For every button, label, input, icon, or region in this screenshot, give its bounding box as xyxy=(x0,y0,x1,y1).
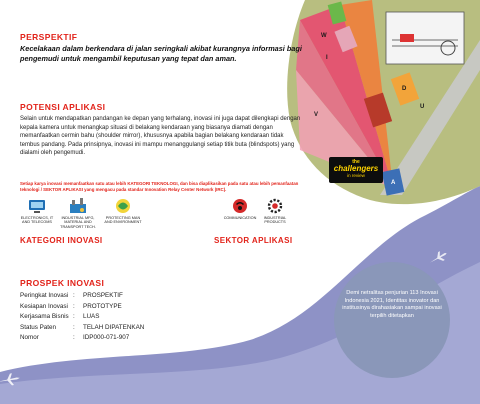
potensi-text: Selain untuk mendapatkan pandangan ke depan yang terhalang, inovasi ini juga dapat dilengkapi dengan kepala kamera untuk menangkap situasi di belakang kendaraan yang biasanya diamati dengan memanfaatkan cermin bahu (shoulder mirror), khususnya apabila bagian belakang kendaraan tidak tembus pandang. Pada prinsipnya, inovasi ini mampu menanggulangi setiap titik buta (blindspots) yang dialami oleh pengemudi. xyxy=(20,116,301,157)
kategori-item-environment xyxy=(102,197,144,225)
prospek-key: Kerjasama Bisnis xyxy=(20,313,69,320)
kategori-label-environment: PROTECTING MAN AND ENVIRONMENT xyxy=(104,216,142,225)
sektor-item-industrial-products xyxy=(258,197,292,225)
prospek-key: Nomor xyxy=(20,334,39,341)
zone-label-d: D xyxy=(402,86,407,92)
prospek-value: IDP000-071-907 xyxy=(83,334,130,341)
sektor-heading: SEKTOR APLIKASI xyxy=(214,236,293,245)
prospek-value: PROTOTYPE xyxy=(83,302,122,310)
sektor-label-industrial-products: INDUSTRIAL PRODUCTS xyxy=(263,216,287,225)
zone-label-u: U xyxy=(420,104,425,110)
potensi-heading: POTENSI APLIKASI xyxy=(20,102,106,112)
prospek-row: Nomor : IDP000-071-907 xyxy=(20,333,144,344)
challengers-logo xyxy=(329,157,383,183)
prospek-value: PROSPEKTIF xyxy=(83,292,123,299)
prospek-row: Peringkat Inovasi : PROSPEKTIF xyxy=(20,291,144,302)
perspektif-heading: PERSPEKTIF xyxy=(20,32,78,42)
zone-label-v: V xyxy=(314,112,319,118)
blindspot-diagram xyxy=(287,0,480,204)
zone-label-i: I xyxy=(326,55,328,61)
perspektif-text: Kecelakaan dalam berkendara di jalan seringkali akibat kurangnya informasi bagi pengemudi untuk mengambil keputusan yang tepat dan aman. xyxy=(20,44,302,63)
inset-car xyxy=(400,34,414,42)
prospek-row: Kesiapan Inovasi : PROTOTYPE xyxy=(20,302,144,313)
prospek-row: Kerjasama Bisnis : LUAS xyxy=(20,312,144,323)
prospek-value: LUAS xyxy=(83,313,100,320)
electronics-icon xyxy=(27,197,47,215)
kategori-item-industrial xyxy=(58,197,98,229)
irc-note: Setiap karya inovasi memanfaatkan satu atau lebih KATEGORI TEKNOLOGI, dan bisa diaplikasikan pada satu atau lebih pemanfaatan teknologi / SEKTOR APLIKASI yang mengacu pada standar Innovation Relay Center Network (IRC). xyxy=(20,181,299,192)
airplane-icon-large xyxy=(233,281,283,320)
prospek-row: Status Paten : TELAH DIPATENKAN xyxy=(20,323,144,334)
kategori-item-electronics xyxy=(20,197,54,225)
zone-label-a: A xyxy=(391,180,396,186)
sektor-item-communication xyxy=(222,197,258,220)
industrial-products-icon xyxy=(265,197,285,215)
logo-line-3: in review xyxy=(347,173,365,178)
industrial-icon xyxy=(68,197,88,215)
prospek-value: TELAH DIPATENKAN xyxy=(83,323,145,331)
kategori-label-electronics: ELECTRONICS, IT AND TELECOMS xyxy=(20,216,54,225)
info-bubble-text: Demi netralitas penjurian 113 Inovasi Indonesia 2021, Identitas inovator dan institusinya dirahasiakan sampai inovasi terpilih ditetapkan xyxy=(342,290,442,319)
logo-line-2: challengers xyxy=(333,164,379,173)
logo-line-1: the xyxy=(352,159,360,165)
communication-icon xyxy=(230,197,250,215)
prospek-table xyxy=(20,291,144,344)
kategori-heading: KATEGORI INOVASI xyxy=(20,236,103,245)
prospek-key: Peringkat Inovasi xyxy=(20,292,69,299)
sektor-label-communication: COMMUNICATION xyxy=(223,216,257,220)
zone-label-w: W xyxy=(321,33,327,39)
prospek-key: Status Paten xyxy=(20,323,57,331)
prospek-key: Kesiapan Inovasi xyxy=(20,302,68,310)
inset-frame xyxy=(386,12,464,64)
prospek-heading: PROSPEK INOVASI xyxy=(20,278,105,288)
kategori-label-industrial: INDUSTRIAL MFG, MATERIAL AND TRANSPORT TECH. xyxy=(60,216,96,229)
environment-icon xyxy=(113,197,133,215)
